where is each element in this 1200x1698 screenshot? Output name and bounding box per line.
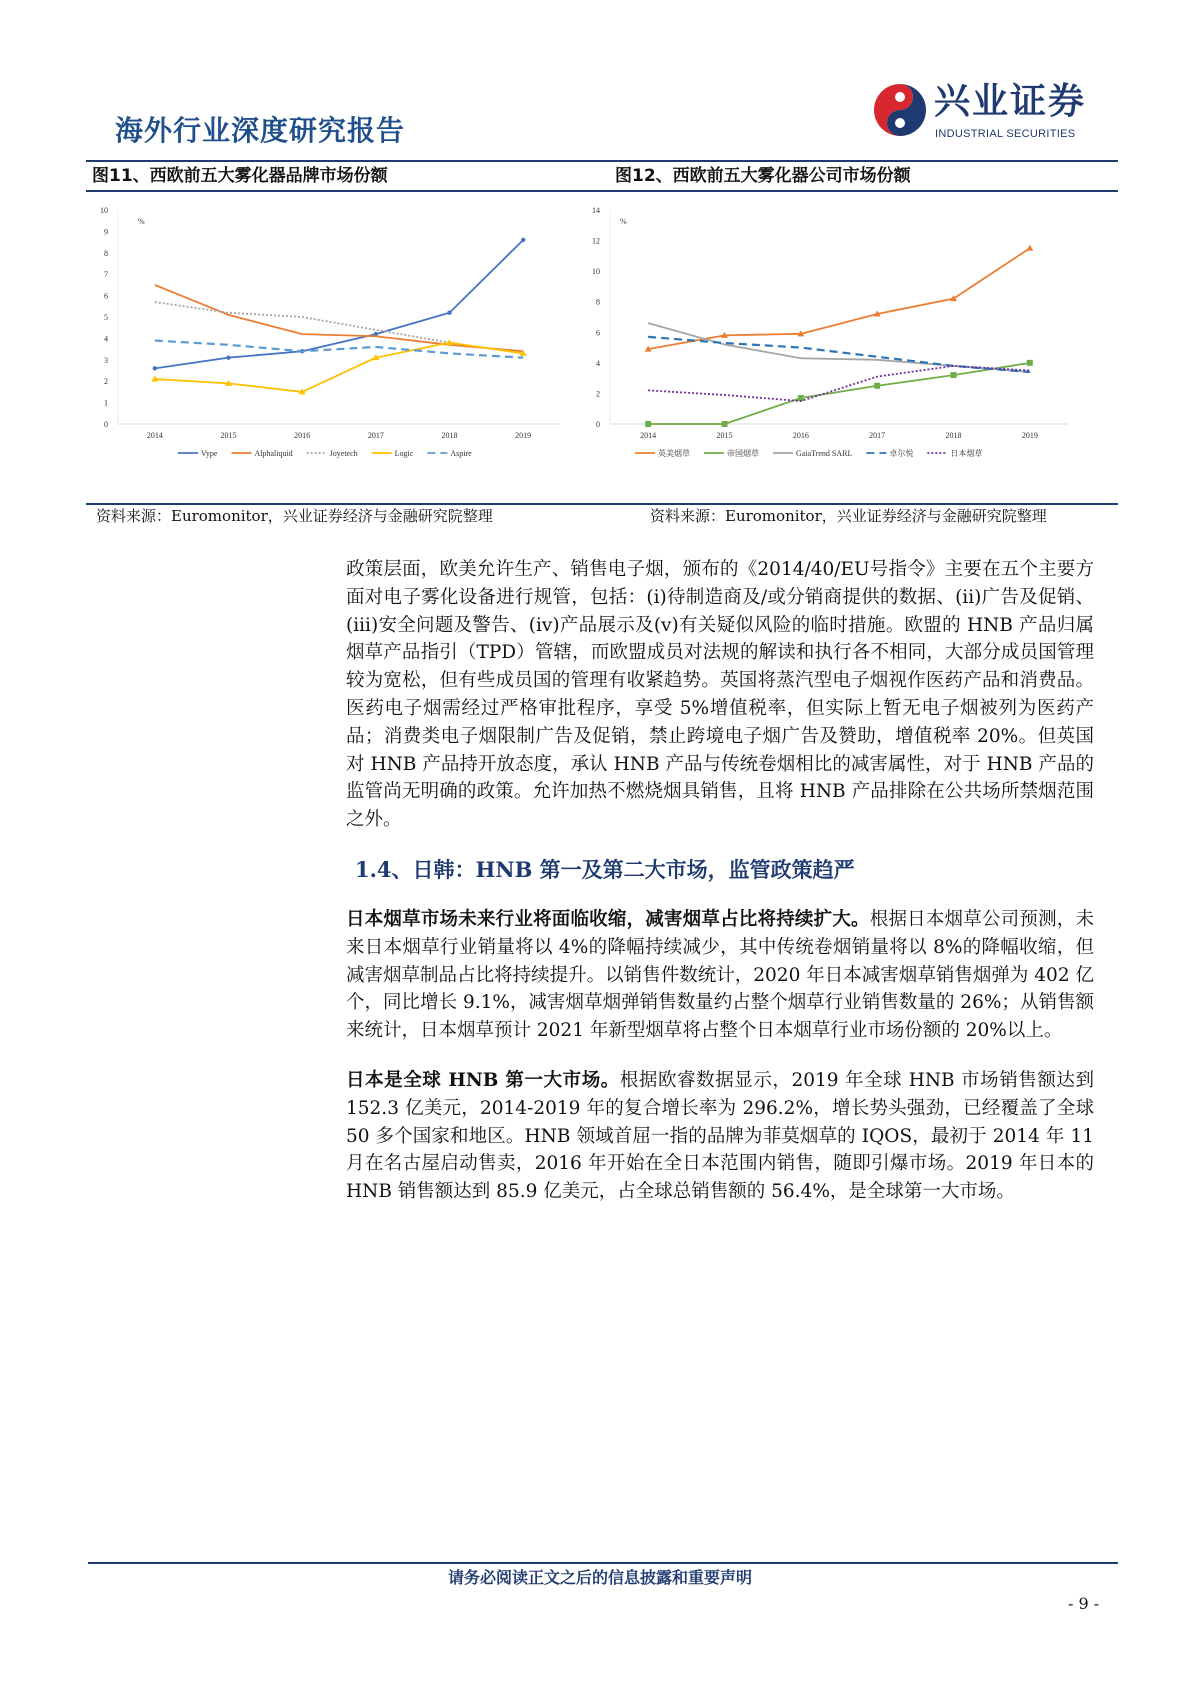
y-tick-label: 6 (596, 328, 600, 338)
y-tick-label: 8 (104, 248, 108, 258)
y-tick-label: 9 (104, 227, 108, 237)
paragraph-lead: 日本烟草市场未来行业将面临收缩，减害烟草占比将持续扩大。 (346, 908, 870, 930)
series-line-GaiaTrend SARL (648, 323, 1030, 372)
legend-label: Joyetech (329, 449, 358, 458)
data-point (798, 395, 804, 401)
x-tick-label: 2014 (146, 431, 163, 440)
x-tick-label: 2015 (220, 431, 237, 440)
data-point (153, 366, 157, 370)
company-logo (872, 82, 1117, 146)
page-number: - 9 - (1068, 1594, 1100, 1613)
data-point (1027, 360, 1033, 366)
paragraph-text: 根据欧睿数据显示，2019 年全球 HNB 市场销售额达到 152.3 亿美元，2014-2019 年的复合增长率为 296.2%，增长势头强劲，已经覆盖了全球 50 多个国家和地区。HNB 领域首屈一指的品牌为菲莫烟草的 IQOS，最初于 2014 年 11 月在名古屋启动售卖，2016 年开始在全日本范围内销售，随即引爆市场。2019 年日本的 HNB 销售额达到 85.9 亿美元，占全球总销售额的 56.4%，是全球第一大市场。 (346, 1069, 1094, 1203)
figure-12-source: 资料来源：Euromonitor，兴业证券经济与金融研究院整理 (650, 507, 1047, 525)
x-tick-label: 2018 (945, 431, 962, 440)
y-tick-label: 14 (592, 206, 600, 215)
legend-label: 卓尔悦 (889, 449, 914, 458)
report-type-title: 海外行业深度研究报告 (115, 114, 406, 147)
logo-swirl-icon (872, 82, 928, 138)
y-tick-label: 8 (596, 297, 600, 307)
paragraph-text: 根据日本烟草公司预测，未来日本烟草行业销量将以 4%的降幅持续减少，其中传统卷烟销量将以 8%的降幅收缩，但减害烟草制品占比将持续提升。以销售件数统计，2020 年日本减害烟草销售烟弹为 402 亿个，同比增长 9.1%，减害烟草烟弹销售数量约占整个烟草行业销售数量的 26%；从销售额来统计，日本烟草预计 2021 年新型烟草将占整个日本烟草行业市场份额的 20%以上。 (346, 908, 1094, 1042)
y-tick-label: 10 (100, 206, 108, 215)
logo-chinese-name: 兴业证券 (934, 81, 1087, 122)
footer-disclaimer: 请务必阅读正文之后的信息披露和重要声明 (447, 1568, 752, 1587)
chart-company-share (590, 198, 1118, 498)
paragraph-eu-policy: 政策层面，欧美允许生产、销售电子烟，颁布的《2014/40/EU号指令》主要在五个主要方面对电子雾化设备进行规管，包括：(i)待制造商及/或分销商提供的数据、(ii)广告及促销、(iii)安全问题及警告、(iv)产品展示及(v)有关疑似风险的临时措施。欧盟的 HNB 产品归属烟草产品指引（TPD）管辖，而欧盟成员对法规的解读和执行各不相同，大部分成员国管理较为宽松，但有些成员国的管理有收紧趋势。英国将蒸汽型电子烟视作医药产品和消费品。医药电子烟需经过严格审批程序，享受 5%增值税率，但实际上暂无电子烟被列为医药产品；消费类电子烟限制广告及促销，禁止跨境电子烟广告及赞助，增值税率 20%。但英国对 HNB 产品持开放态度，承认 HNB 产品与传统卷烟相比的减害属性，对于 HNB 产品的监管尚无明确的政策。允许加热不燃烧烟具销售，且将 HNB 产品排除在公共场所禁烟范围之外。 (346, 559, 1094, 831)
y-tick-label: 4 (104, 334, 108, 344)
section-heading: 1.4、日韩：HNB 第一及第二大市场，监管政策趋严 (355, 856, 855, 882)
data-point (1026, 245, 1033, 251)
figure-11-source: 资料来源：Euromonitor，兴业证券经济与金融研究院整理 (96, 507, 493, 525)
y-tick-label: 10 (592, 267, 600, 277)
y-tick-label: 0 (104, 420, 108, 429)
data-point (722, 421, 728, 427)
unit-label: % (620, 217, 627, 226)
legend-label: 英美烟草 (658, 449, 690, 458)
chart-brand-share (88, 198, 580, 498)
footer-divider (88, 1562, 1118, 1564)
series-line-英美烟草 (648, 248, 1030, 349)
y-tick-label: 2 (596, 389, 600, 399)
legend-label: Logic (394, 449, 414, 458)
legend-label: Vype (201, 449, 218, 458)
y-tick-label: 1 (104, 398, 108, 408)
x-tick-label: 2015 (716, 431, 733, 440)
y-tick-label: 6 (104, 291, 108, 301)
x-tick-label: 2019 (515, 431, 532, 440)
legend-label: GaiaTrend SARL (796, 449, 853, 458)
legend-label: 帝国烟草 (727, 449, 759, 458)
data-point (447, 311, 451, 315)
data-point (874, 383, 880, 389)
y-tick-label: 0 (596, 420, 600, 429)
figure-12-title: 图12、西欧前五大雾化器公司市场份额 (615, 166, 911, 186)
legend-label: 日本烟草 (950, 449, 983, 458)
paragraph-japan-hnb (346, 1067, 1094, 1206)
data-point (521, 238, 525, 242)
x-tick-label: 2014 (640, 431, 657, 440)
figure-11-title: 图11、西欧前五大雾化器品牌市场份额 (92, 166, 388, 186)
y-tick-label: 2 (104, 377, 108, 387)
source-divider (86, 503, 1118, 505)
data-point (951, 372, 957, 378)
unit-label: % (138, 217, 145, 226)
body-text (346, 556, 1094, 1228)
logo-english-name: INDUSTRIAL SECURITIES (935, 128, 1076, 140)
legend-label: Aspire (450, 449, 472, 458)
y-tick-label: 4 (596, 358, 600, 368)
data-point (226, 355, 230, 359)
y-tick-label: 3 (104, 355, 108, 365)
legend-label: Alphaliquid (254, 449, 293, 458)
paragraph-lead: 日本是全球 HNB 第一大市场。 (346, 1069, 620, 1091)
x-tick-label: 2017 (367, 431, 384, 440)
figure-title-divider (86, 190, 1118, 192)
paragraph-japan-market (346, 906, 1094, 1045)
x-tick-label: 2019 (1021, 431, 1038, 440)
x-tick-label: 2018 (441, 431, 458, 440)
x-tick-label: 2016 (792, 431, 809, 440)
y-tick-label: 12 (592, 236, 600, 246)
data-point (645, 421, 651, 427)
x-tick-label: 2016 (294, 431, 311, 440)
y-tick-label: 5 (104, 313, 108, 322)
x-tick-label: 2017 (869, 431, 886, 440)
y-tick-label: 7 (104, 270, 108, 280)
header-divider (86, 160, 1118, 162)
